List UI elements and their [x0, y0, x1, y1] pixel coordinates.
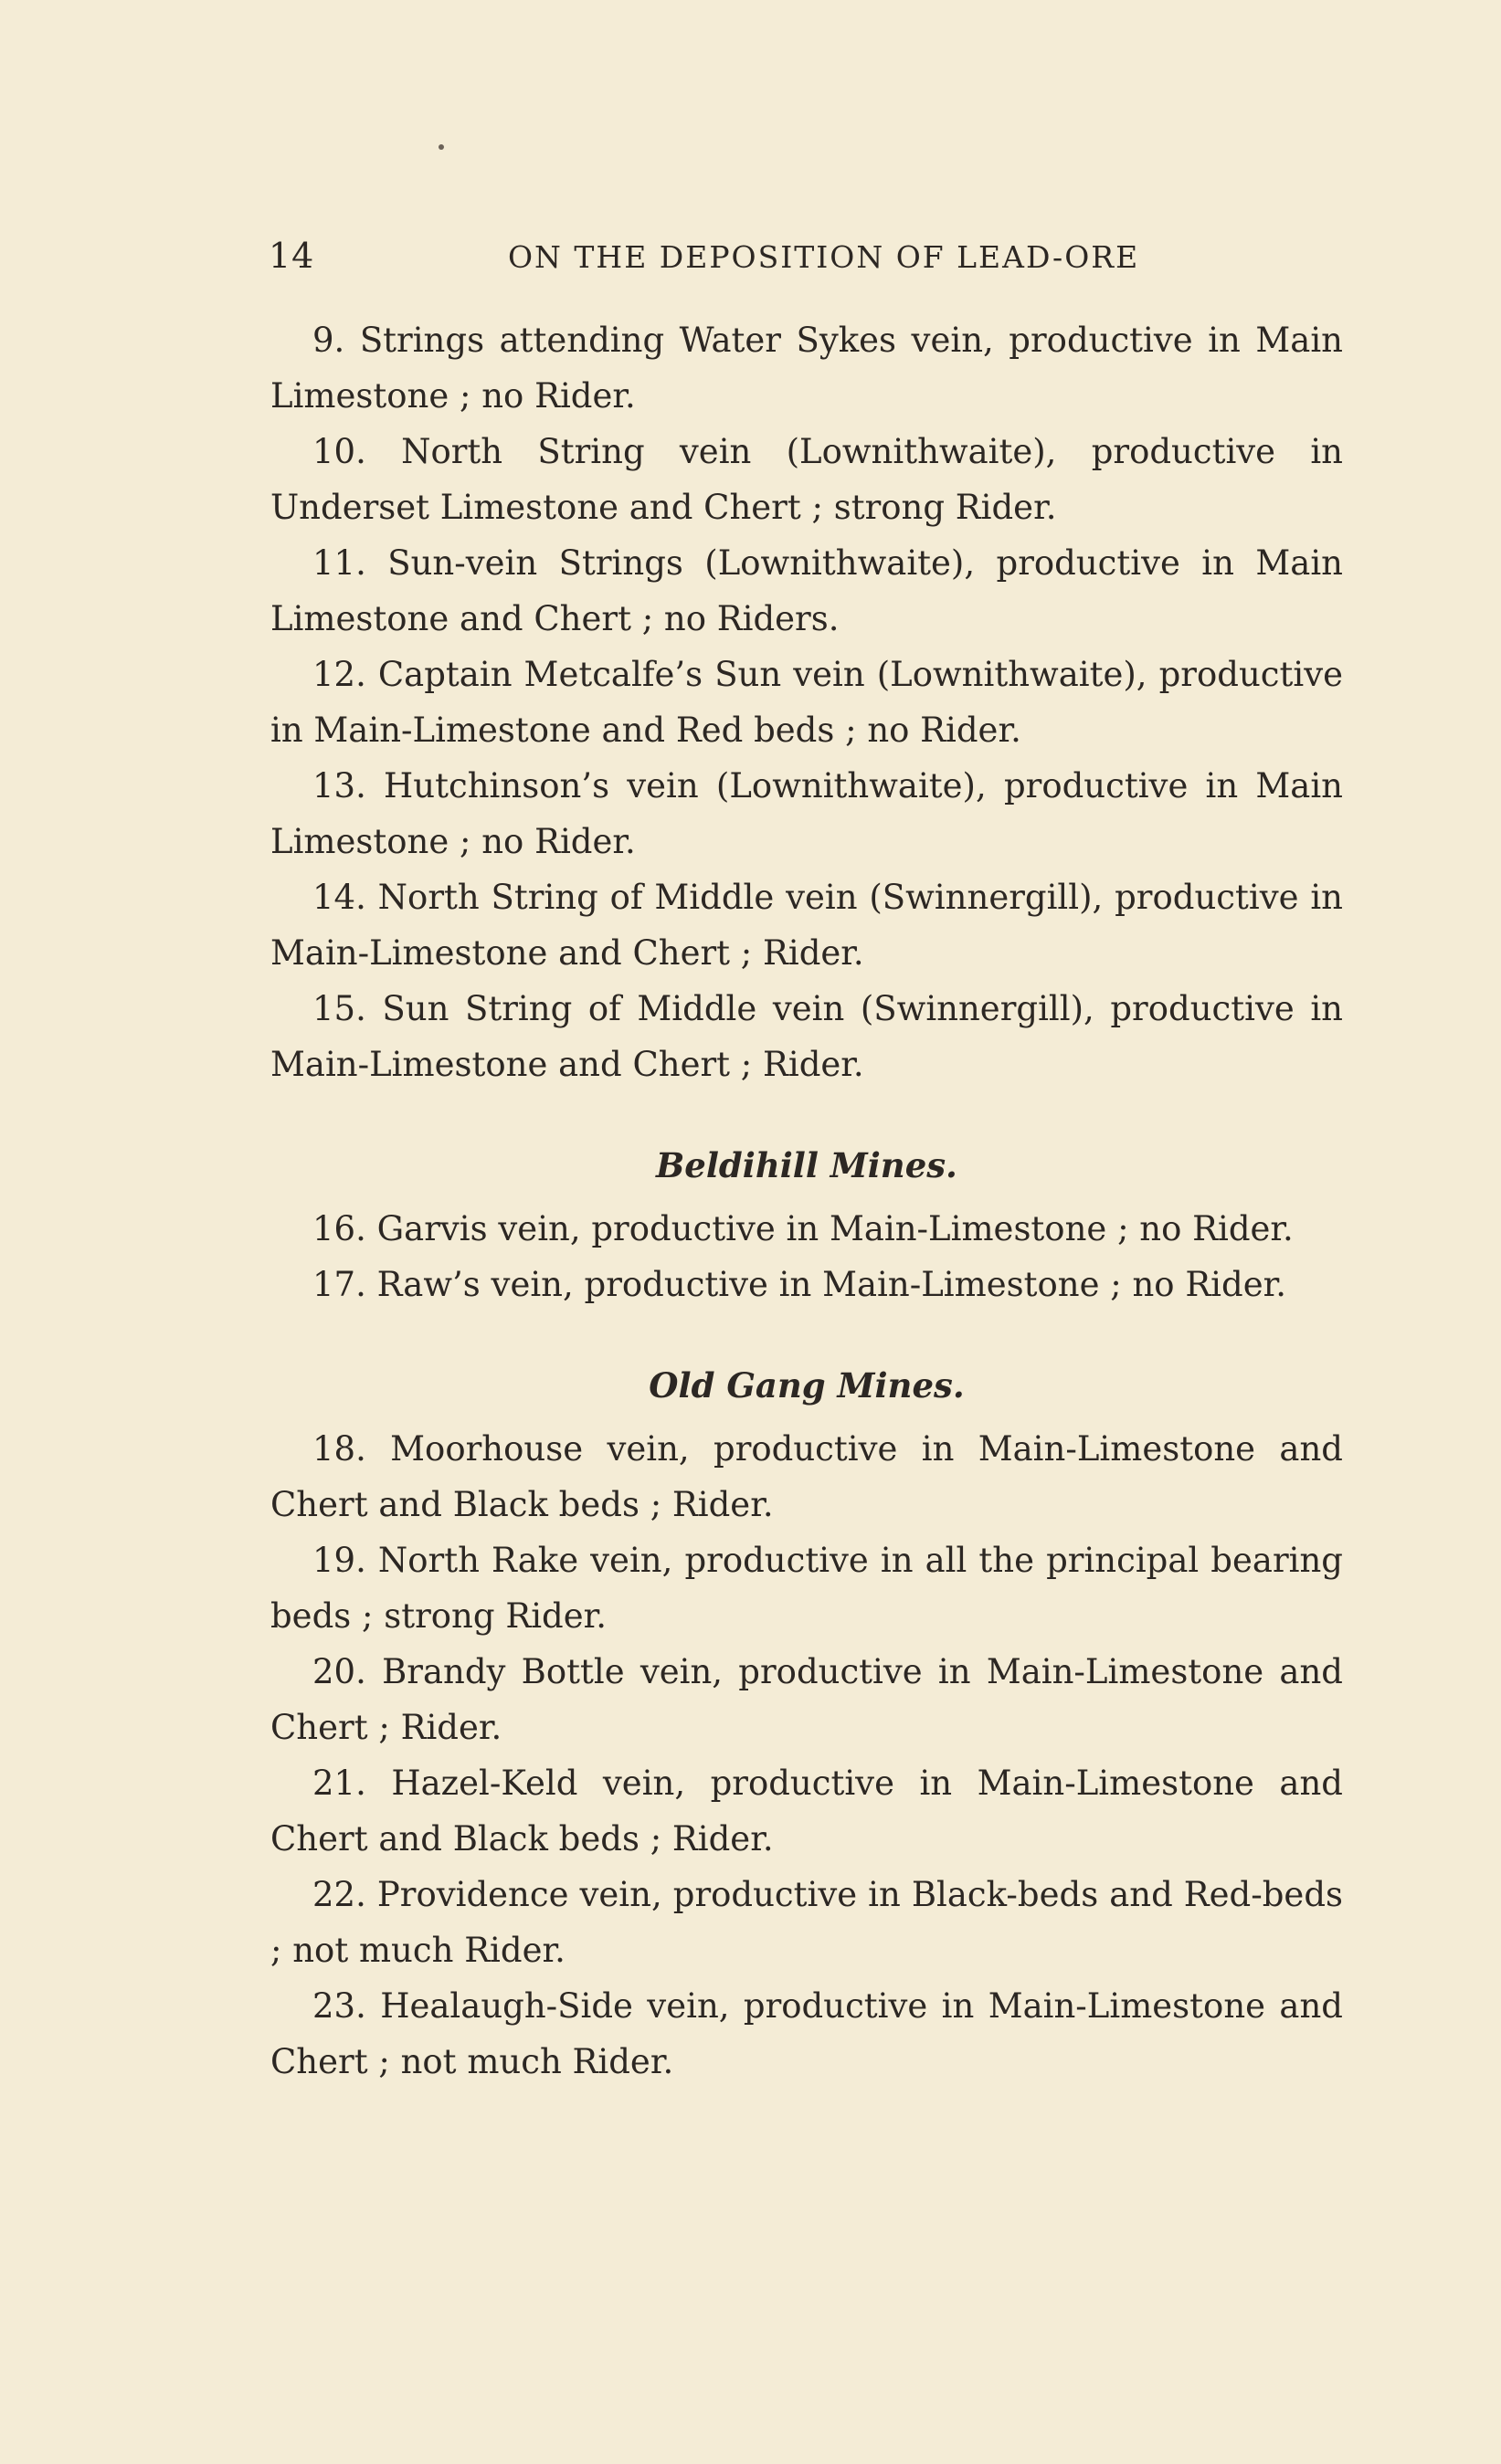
vein-entry: 20. Brandy Bottle vein, productive in Main-Limestone and Chert ; Rider. — [270, 1652, 1343, 1747]
body-text — [270, 312, 1343, 2090]
vein-entry: 17. Raw’s vein, productive in Main-Limestone ; no Rider. — [312, 1265, 1286, 1304]
page-header — [269, 236, 1343, 281]
old-gang-mines-section — [270, 1358, 1343, 2090]
vein-entry: 18. Moorhouse vein, productive in Main-Limestone and Chert and Black beds ; Rider. — [270, 1429, 1343, 1524]
vein-entry: 9. Strings attending Water Sykes vein, productive in Main Limestone ; no Rider. — [270, 321, 1343, 416]
running-title: ON THE DEPOSITION OF LEAD-ORE — [508, 239, 1140, 275]
section-heading: Old Gang Mines. — [649, 1365, 965, 1406]
section-heading: Beldihill Mines. — [656, 1145, 957, 1185]
vein-entry: 10. North String vein (Lownithwaite), productive in Underset Limestone and Chert ; strong Rider. — [270, 432, 1343, 527]
vein-entry: 19. North Rake vein, productive in all the principal bearing beds ; strong Rider. — [270, 1541, 1343, 1636]
page-number: 14 — [269, 236, 315, 276]
vein-entry: 11. Sun-vein Strings (Lownithwaite), productive in Main Limestone and Chert ; no Riders. — [270, 543, 1343, 638]
vein-list-group — [270, 312, 1343, 1092]
vein-entry: 13. Hutchinson’s vein (Lownithwaite), productive in Main Limestone ; no Rider. — [270, 766, 1343, 861]
vein-entry: 15. Sun String of Middle vein (Swinnergill), productive in Main-Limestone and Chert ; Rider. — [270, 989, 1343, 1084]
vein-entry: 12. Captain Metcalfe’s Sun vein (Lownithwaite), productive in Main-Limestone and Red beds ; no Rider. — [270, 655, 1343, 750]
vein-entry: 21. Hazel-Keld vein, productive in Main-Limestone and Chert and Black beds ; Rider. — [270, 1764, 1343, 1859]
vein-entry: 14. North String of Middle vein (Swinnergill), productive in Main-Limestone and Chert ; Rider. — [270, 878, 1343, 973]
printing-speck — [439, 144, 444, 150]
vein-entry: 16. Garvis vein, productive in Main-Limestone ; no Rider. — [312, 1209, 1294, 1248]
vein-entry: 22. Providence vein, productive in Black-beds and Red-beds ; not much Rider. — [270, 1875, 1343, 1970]
vein-entry: 23. Healaugh-Side vein, productive in Main-Limestone and Chert ; not much Rider. — [270, 1986, 1343, 2081]
beldihill-mines-section — [270, 1138, 1343, 1312]
